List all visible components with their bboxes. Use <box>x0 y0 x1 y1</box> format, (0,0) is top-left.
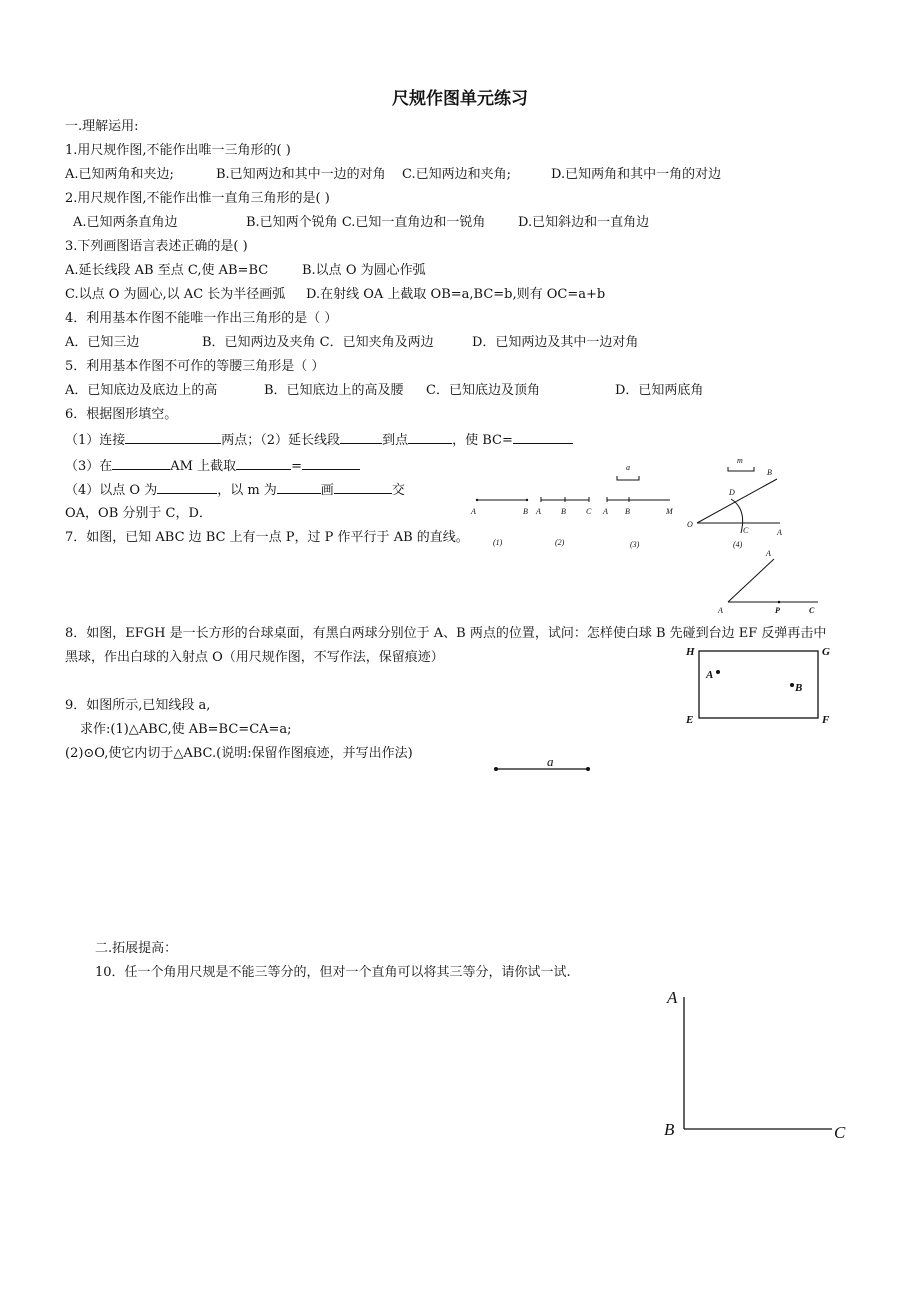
fig3-caption: (3) <box>630 540 640 549</box>
q2-option-bc: B.已知两个锐角 C.已知一直角边和一锐角 <box>246 215 486 230</box>
q8-label-g: G <box>822 646 830 658</box>
fig2-label-b: B <box>561 507 566 516</box>
fig3-seg-a <box>617 476 639 480</box>
fig4-ray-ob <box>697 479 777 523</box>
q3-option-d: D.在射线 OA 上截取 OB=a,BC=b,则有 OC=a+b <box>306 287 606 302</box>
q9-endpoint <box>586 767 590 771</box>
q6-stem: 6．根据图形填空。 <box>65 407 178 422</box>
q7-label-a-top: A <box>766 549 771 558</box>
fig4-arc <box>731 499 743 533</box>
q3-option-c: C.以点 O 为圆心,以 AC 长为半径画弧 <box>65 287 286 302</box>
q6-figures <box>465 455 805 550</box>
q1-option-c: C.已知两边和夹角; <box>402 167 511 182</box>
blank[interactable] <box>125 430 221 444</box>
q2-stem: 2.用尺规作图,不能作出惟一直角三角形的是( ) <box>65 191 330 206</box>
q1-option-a: A.已知两角和夹边; <box>65 167 174 182</box>
q4-stem: 4．利用基本作图不能唯一作出三角形的是（ ） <box>65 311 338 326</box>
q2-option-a: A.已知两条直角边 <box>73 215 178 230</box>
blank[interactable] <box>112 456 170 470</box>
q8-line-1: 8．如图，EFGH 是一长方形的台球桌面，有黑白两球分别位于 A、B 两点的位置，试问：怎样使白球 B 先碰到台边 EF 反弹再击中 <box>65 626 827 641</box>
fig2-caption: (2) <box>555 538 565 547</box>
q9-seg-label: a <box>547 754 554 769</box>
q5-option-a: A．已知底边及底边上的高 <box>65 383 218 398</box>
q5-option-d: D．已知两底角 <box>615 383 704 398</box>
fig1-label-a: A <box>471 507 476 516</box>
q4-option-bc: B．已知两边及夹角 C．已知夹角及两边 <box>202 335 434 350</box>
q6-l1-text-a: （1）连接 <box>65 433 126 448</box>
fig1-point <box>526 499 528 501</box>
fig2-label-c: C <box>586 507 592 516</box>
fig4-caption: (4) <box>733 540 743 549</box>
q5-option-c: C．已知底边及顶角 <box>426 383 540 398</box>
q8-label-e: E <box>686 714 694 726</box>
q6-line-4: OA，OB 分别于 C，D． <box>65 506 212 521</box>
q6-line-2 <box>65 456 360 476</box>
fig4-label-d: D <box>729 488 735 497</box>
q8-label-a: A <box>706 669 714 681</box>
blank[interactable] <box>334 480 392 494</box>
fig1-caption: (1) <box>493 538 503 547</box>
q1-option-d: D.已知两角和其中一角的对边 <box>551 167 722 182</box>
blank[interactable] <box>302 456 360 470</box>
q9-line-3: (2)⊙O,使它内切于△ABC.(说明:保留作图痕迹，并写出作法) <box>65 746 413 761</box>
q7-label-a-vertex: A <box>718 606 723 615</box>
q2-option-d: D.已知斜边和一直角边 <box>518 215 650 230</box>
q8-label-f: F <box>822 714 830 726</box>
q9-segment-figure <box>488 750 598 778</box>
section-heading-1: 一.理解运用: <box>65 119 139 134</box>
section-heading-2: 二.拓展提高： <box>95 941 178 956</box>
q10-right-angle-figure <box>660 985 855 1150</box>
q7-side-ab <box>728 559 774 602</box>
q7-stem: 7．如图，已知 ABC 边 BC 上有一点 P，过 P 作平行于 AB 的直线。 <box>65 530 469 545</box>
q10-label-c: C <box>834 1123 846 1142</box>
fig4-label-b: B <box>767 468 772 477</box>
fig4-seg-label: m <box>737 456 743 465</box>
q6-l1-text-c: 到点 <box>382 433 409 448</box>
fig2-label-a: A <box>536 507 541 516</box>
q1-stem: 1.用尺规作图,不能作出唯一三角形的( ) <box>65 143 291 158</box>
q5-option-b: B．已知底边上的高及腰 <box>264 383 404 398</box>
q6-line-3 <box>65 480 405 500</box>
q7-figure <box>712 544 827 616</box>
blank[interactable] <box>340 430 382 444</box>
q6-l3-text-c: 画 <box>320 483 334 498</box>
q1-option-b: B.已知两边和其中一边的对角 <box>216 167 386 182</box>
fig3-label-b: B <box>625 507 630 516</box>
q9-endpoint <box>494 767 498 771</box>
q3-option-a: A.延长线段 AB 至点 C,使 AB=BC <box>65 263 269 278</box>
blank[interactable] <box>408 430 452 444</box>
q8-ball-b <box>790 683 794 687</box>
q6-l2-text-c: = <box>291 459 303 474</box>
q6-l3-text-a: （4）以点 O 为 <box>65 483 158 498</box>
q8-label-h: H <box>686 646 695 658</box>
fig1-point <box>476 499 478 501</box>
q6-l1-text-d: ，使 BC= <box>452 433 513 448</box>
q8-label-b: B <box>795 682 803 694</box>
q7-label-p: P <box>775 606 780 615</box>
q6-l1-text-b: 两点；（2）延长线段 <box>221 433 341 448</box>
q9-line-1: 9．如图所示,已知线段 a, <box>65 698 211 713</box>
q6-line-1 <box>65 430 573 450</box>
q8-line-2: 黑球，作出白球的入射点 O（用尺规作图，不写作法，保留痕迹） <box>65 650 444 665</box>
q6-l3-text-d: 交 <box>391 483 405 498</box>
q3-option-b: B.以点 O 为圆心作弧 <box>302 263 426 278</box>
q10-label-a: A <box>667 988 678 1007</box>
q3-stem: 3.下列画图语言表述正确的是( ) <box>65 239 248 254</box>
q9-line-2: 求作:(1)△ABC,使 AB=BC=CA=a; <box>80 722 292 737</box>
q10-stem: 10．任一个角用尺规是不能三等分的，但对一个直角可以将其三等分，请你试一试. <box>95 965 571 980</box>
blank[interactable] <box>513 430 573 444</box>
q8-ball-a <box>716 670 720 674</box>
blank[interactable] <box>236 456 291 470</box>
q4-option-d: D．已知两边及其中一边对角 <box>472 335 639 350</box>
page-title: 尺规作图单元练习 <box>392 89 528 109</box>
q6-l2-text-b: AM 上截取 <box>170 459 237 474</box>
q7-label-c: C <box>809 606 815 615</box>
q5-stem: 5．利用基本作图不可作的等腰三角形是（ ） <box>65 359 325 374</box>
fig4-label-c: C <box>743 526 749 535</box>
fig4-seg-m <box>728 467 754 471</box>
fig3-label-m: M <box>666 507 673 516</box>
blank[interactable] <box>277 480 321 494</box>
q10-label-b: B <box>664 1120 675 1139</box>
blank[interactable] <box>157 480 217 494</box>
fig4-label-o: O <box>687 520 693 529</box>
q6-l3-text-b: ，以 m 为 <box>217 483 277 498</box>
fig4-label-a: A <box>777 528 782 537</box>
q8-table-figure <box>680 640 840 730</box>
q7-point-p <box>778 601 781 604</box>
fig1-label-b: B <box>523 507 528 516</box>
fig3-seg-label: a <box>626 463 630 472</box>
fig3-label-a: A <box>603 507 608 516</box>
q6-l2-text-a: （3）在 <box>65 459 113 474</box>
q4-option-a: A．已知三边 <box>65 335 140 350</box>
